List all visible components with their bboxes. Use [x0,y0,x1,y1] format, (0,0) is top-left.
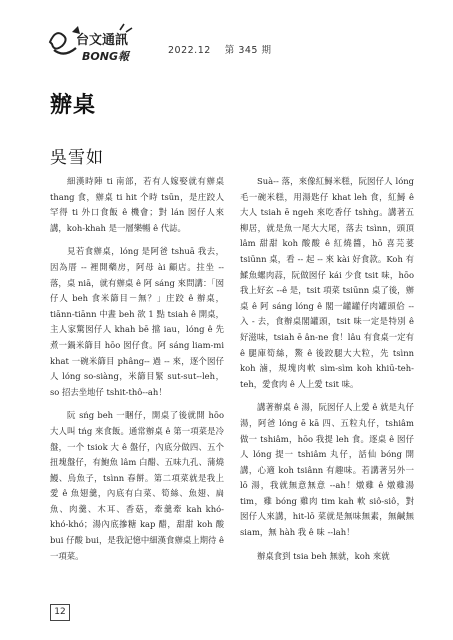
paragraph: 辦桌食到 tsia beh 無就，koh 來就 [257,550,390,561]
issue-number: 第 345 期 [224,45,272,56]
issue-date: 2022.12 [168,45,211,56]
left-column [50,174,224,572]
svg-text:台文通訊: 台文通訊 [76,33,129,48]
page-number: 12 [50,604,70,621]
paragraph: 講著辦桌 ê 湯，阮囡仔人上愛 ê 就是丸仔湯，阿爸 lóng ē kā 四、五粒丸仔，tshiâm 做一 tshiâm，hōo 我提 leh 食。逐桌 ê 囡仔人 lóng 提一 tshiâm 丸仔，話仙 bóng 開講，心適 koh tsiânn 有趣味。若講著另外一 lō 湯，我就無意無意 --ah！燉雞 ê 燉雞湯 tim，雞 bóng 雞肉 tim kah 軟 siô-siô，對囡仔人來講，hit-lō 菜就是無味無素，無鹹無 siam，無 hàh 我 ê 味 --lah！ [240,402,414,538]
magazine-logo [46,20,138,66]
article-author: 吳雪如 [50,148,104,168]
paragraph: Suà-- 落，來像紅鱘米糕，阮囡仔人 lóng 毛一碗米糕，用湯匙仔 khat leh 食，紅鱘 ê 大人 tsiah ē ngeh 來吃香仔 tshǹg。講著五柳居，就是魚一尾大大尾，落去 tsìnn，頭頂 lâm 甜甜 koh 酸酸 ê 紅燒醬，hō 喜芫荽 tsiūnn 桌，看 -- 起 -- 來 kài 好食款。Koh 有鰇魚螺肉蒜，阮做囡仔 kái 少食 tsit 味，hōo 我上好玄 --ê 是，tsit 項菜 tsiūnn 桌了後，辦桌 ê 阿 sáng lóng ê 閣一罐罐仔肉罐頭佮 -- 入 - 去，食辦桌閣罐頭，tsit 味一定是特別 ê 好滋味，tsiah ē ân-ne 食！lâu 有食桌一定有 ê 腿庫筍絲，鰲 ê 後跤腿大大粒，先 tsìnn koh 滷，規塊肉軟 sìm-sìm koh khiū-teh-teh，愛食肉 ê 人上愛 tsit 味。 [240,176,414,389]
svg-text:BONG報: BONG報 [82,50,129,63]
paragraph: 見若食辦桌，lóng 是阿爸 tshuā 我去，因為厝 -- 裡開藥房，阿母 ài 顧店。拄坐 -- 落，桌 niā，就有辦桌 ê 阿 sáng 來問講：「囡仔人 beh 食米篩目－無？」庄跤 ê 辦桌，tiānn-tiānn 中晝 beh 欲 1 點 tsiah ê 開桌，主人家驚囡仔人 khah bē 擋 iau，lóng ê 先煮一鍋米篩目 hōo 囡仔食。阿 sáng liam-mi khat 一碗米篩目 phâng-- 過 -- 來，逐个囡仔人 lóng so-siàng，米篩目緊 sut-sut--leh，so 招去坐地仔 tshit-thô--ah！ [50,246,224,397]
issue-info [168,42,271,56]
paragraph: 阮 sńg beh 一睏仔，開桌了後就開 hōo 大人叫 tńg 來食飯。通常辦桌 ê 第一項菜是冷盤，一个 tsiok 大 ê 盤仔，內底分做四、五个扭塊盤仔，有鮑魚 lâm 白醋、五味九孔、蒲燒鰻、烏魚子，tsìnn 春餅。第二項菜就是我上愛 ê 魚翅羹，內底有白菜、筍絲、魚翅、扁魚、肉羹、木耳、香菇，牽羹牽 kah khó-khó-khó；湯內底摻糖 kap 醋，甜甜 koh 酸 bui 仔酸 bui，是我記憶中細漢食辦桌上期待 ê 一項菜。 [50,410,224,561]
article-title: 辦桌 [50,93,97,118]
right-column [240,174,414,572]
paragraph: 細漢時陣 ti 南部，若有人嫁娶就有辦桌 thang 食，辦桌 ti hit 个時 tsūn，是庄跤人罕得 ti 外口食飯 ê 機會；對 lán 囡仔人來講，koh-khah 是一層樂暢 ê 代誌。 [50,176,224,233]
